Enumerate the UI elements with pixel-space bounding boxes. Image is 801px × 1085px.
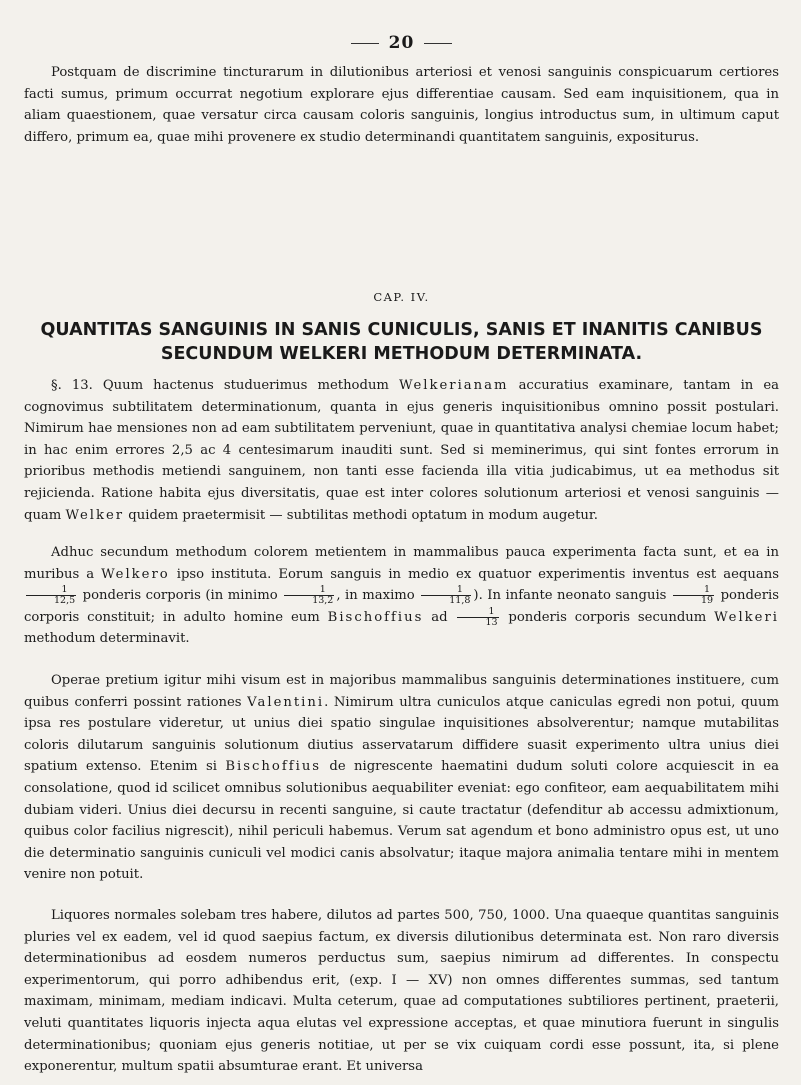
page-number: 20 [388, 33, 415, 53]
page [24, 0, 779, 1085]
text-run: . Nimirum ultra cuniculos atque caniculas egredi non potui, quum ipsa res postulare videretur, ut unius diei spatio singulae inquisitiones absolverentur; namque mutabilitas coloris dilutarum sanguinis solutionum diutius asservatarum diffidere suasit experimento ultra unius diei spatium extenso. Etenim si [24, 694, 779, 775]
page-header [24, 33, 779, 53]
section-13-paragraph-3 [24, 670, 779, 886]
author-name: Bischoffius [225, 759, 322, 775]
text-run: ipso instituta. Eorum sanguis in medio ex quatuor experimentis inventus est aequans [169, 566, 779, 582]
author-name: Welkero [101, 566, 170, 582]
fraction-numerator: 1 [673, 585, 714, 596]
section-13-paragraph-1 [24, 375, 779, 526]
section-13-paragraph-4 [24, 905, 779, 1078]
fraction [26, 585, 76, 606]
fraction [457, 607, 498, 628]
text-run: methodum determinavit. [24, 631, 190, 647]
author-name: Welkeri [714, 609, 779, 625]
fraction-numerator: 1 [26, 585, 76, 596]
text-run: §. 13. Quum hactenus studuerimus methodum [51, 378, 399, 393]
text-run: Operae pretium igitur mihi visum est in majoribus mammalibus sanguinis determinationes instituere, cum quibus conferri possint rationes [24, 673, 779, 710]
text-run: ponderis corporis secundum [500, 609, 715, 625]
chapter-title-line1: QUANTITAS SANGUINIS IN SANIS CUNICULIS, SANIS ET INANITIS CANIBUS [40, 320, 763, 340]
text-run: ponderis corporis constituit; in adulto homine eum [24, 588, 779, 625]
chapter-title-line2: SECUNDUM WELKERI METHODUM DETERMINATA. [160, 344, 643, 364]
fraction-denominator: 11,8 [449, 595, 471, 607]
fraction [673, 585, 714, 606]
author-name: Bischoffius [327, 609, 424, 625]
text-run: Adhuc secundum methodum colorem metientem in mammalibus pauca experimenta facta sunt, et ea in muribus a [24, 545, 779, 582]
chapter-label: CAP. IV. [373, 290, 430, 304]
fraction-numerator: 1 [284, 585, 334, 596]
fraction-numerator: 1 [421, 585, 471, 596]
fraction-denominator: 13,2 [312, 595, 334, 607]
fraction [284, 585, 334, 606]
text-run: de nigrescente haematini dudum soluti colore acquiescit in ea consolatione, quod id scilicet omnibus solutionibus aequabiliter eveniat: ego confiteor, eam aequabilitatem mihi dubiam videri. Unius diei decursu in recenti sanguine, si caute tractatur (defenditur ab accessu admixtionum, quibus color facilius nigrescit), nihil periculi habemus. Verum sat agendum et bono administro opus est, ut uno die determinatio sanguinis cuniculi vel modici canis absolvatur; itaque majora animalia tentare mihi in mentem venire non potuit. [24, 759, 780, 883]
author-name: Welkerianam [398, 378, 509, 393]
fraction-denominator: 13 [485, 616, 498, 628]
section-13-paragraph-2 [24, 542, 779, 650]
chapter-title [24, 318, 779, 366]
intro-text: Postquam de discrimine tincturarum in dilutionibus arteriosi et venosi sanguinis conspicuarum certiores facti sumus, primum occurrat negotium explorare ejus differentiae causam. Sed eam inquisitionem, qua in aliam quaestionem, quae versatur circa causam coloris sanguinis, longius introductus sum, in ultimum caput differo, primum ea, quae mihi provenere ex studio determinandi quantitatem sanguinis, expositurus. [24, 65, 779, 145]
text-run: Liquores normales solebam tres habere, dilutos ad partes 500, 750, 1000. Una quaeque quantitas sanguinis pluries vel ex eadem, vel id quod saepius factum, ex diversis dilutionibus determinata est. Non raro diversis determinationibus ad eosdem numeros perductus sum, saepius nimirum ad differentes. In conspectu experimentorum, qui porro adhibendus erit, (exp. I — XV) non omnes differentes summas, sed tantum maximam, minimam, mediam indicavi. Multa ceterum, quae ad computationes subtiliores pertinent, praeterii, veluti quantitates liquoris injecta aqua elutas vel expressione acceptas, et quae minutiora fuerunt in singulis determinationibus; quoniam ejus generis notitiae, ut per se vix cuiquam cordi esse possunt, ita, si plene exponerentur, multum spatii absumturae erant. Et universa [24, 908, 779, 1075]
fraction [421, 585, 471, 606]
text-run: quidem praetermisit — subtilitas methodi optatum in modum augetur. [124, 507, 598, 523]
text-run: ponderis corporis (in minimo [78, 588, 283, 604]
header-rule-left [351, 43, 379, 44]
text-run: ). In infante neonato sanguis [473, 588, 671, 604]
author-name: Valentini [247, 694, 325, 710]
fraction-denominator: 19 [700, 595, 714, 607]
fraction-numerator: 1 [457, 607, 498, 618]
text-run: accuratius examinare, tantam in ea cognovimus subtilitatem determinationum, quanta in ejus generis inquisitionibus omnino possit postulari. Nimirum hae mensiones non ad eam subtilitatem perveniunt, quae in quantitativa analysi chemiae locum habet; in hac enim errores 2,5 ac 4 centesimarum inauditi sunt. Sed si meminerimus, qui sint fontes errorum in prioribus methodis metiendi sanguinem, non tanti esse facienda illa vitia judicabimus, ut ea methodus sit rejicienda. Ratione habita ejus diversitatis, quae est inter colores solutionum arteriosi et venosi sanguinis — quam [24, 378, 779, 523]
text-run: ad [423, 609, 456, 625]
intro-paragraph [24, 62, 779, 148]
text-run: , in maximo [336, 588, 420, 604]
fraction-denominator: 12,5 [54, 595, 76, 607]
author-name: Welker [65, 507, 125, 523]
header-rule-right [424, 43, 452, 44]
